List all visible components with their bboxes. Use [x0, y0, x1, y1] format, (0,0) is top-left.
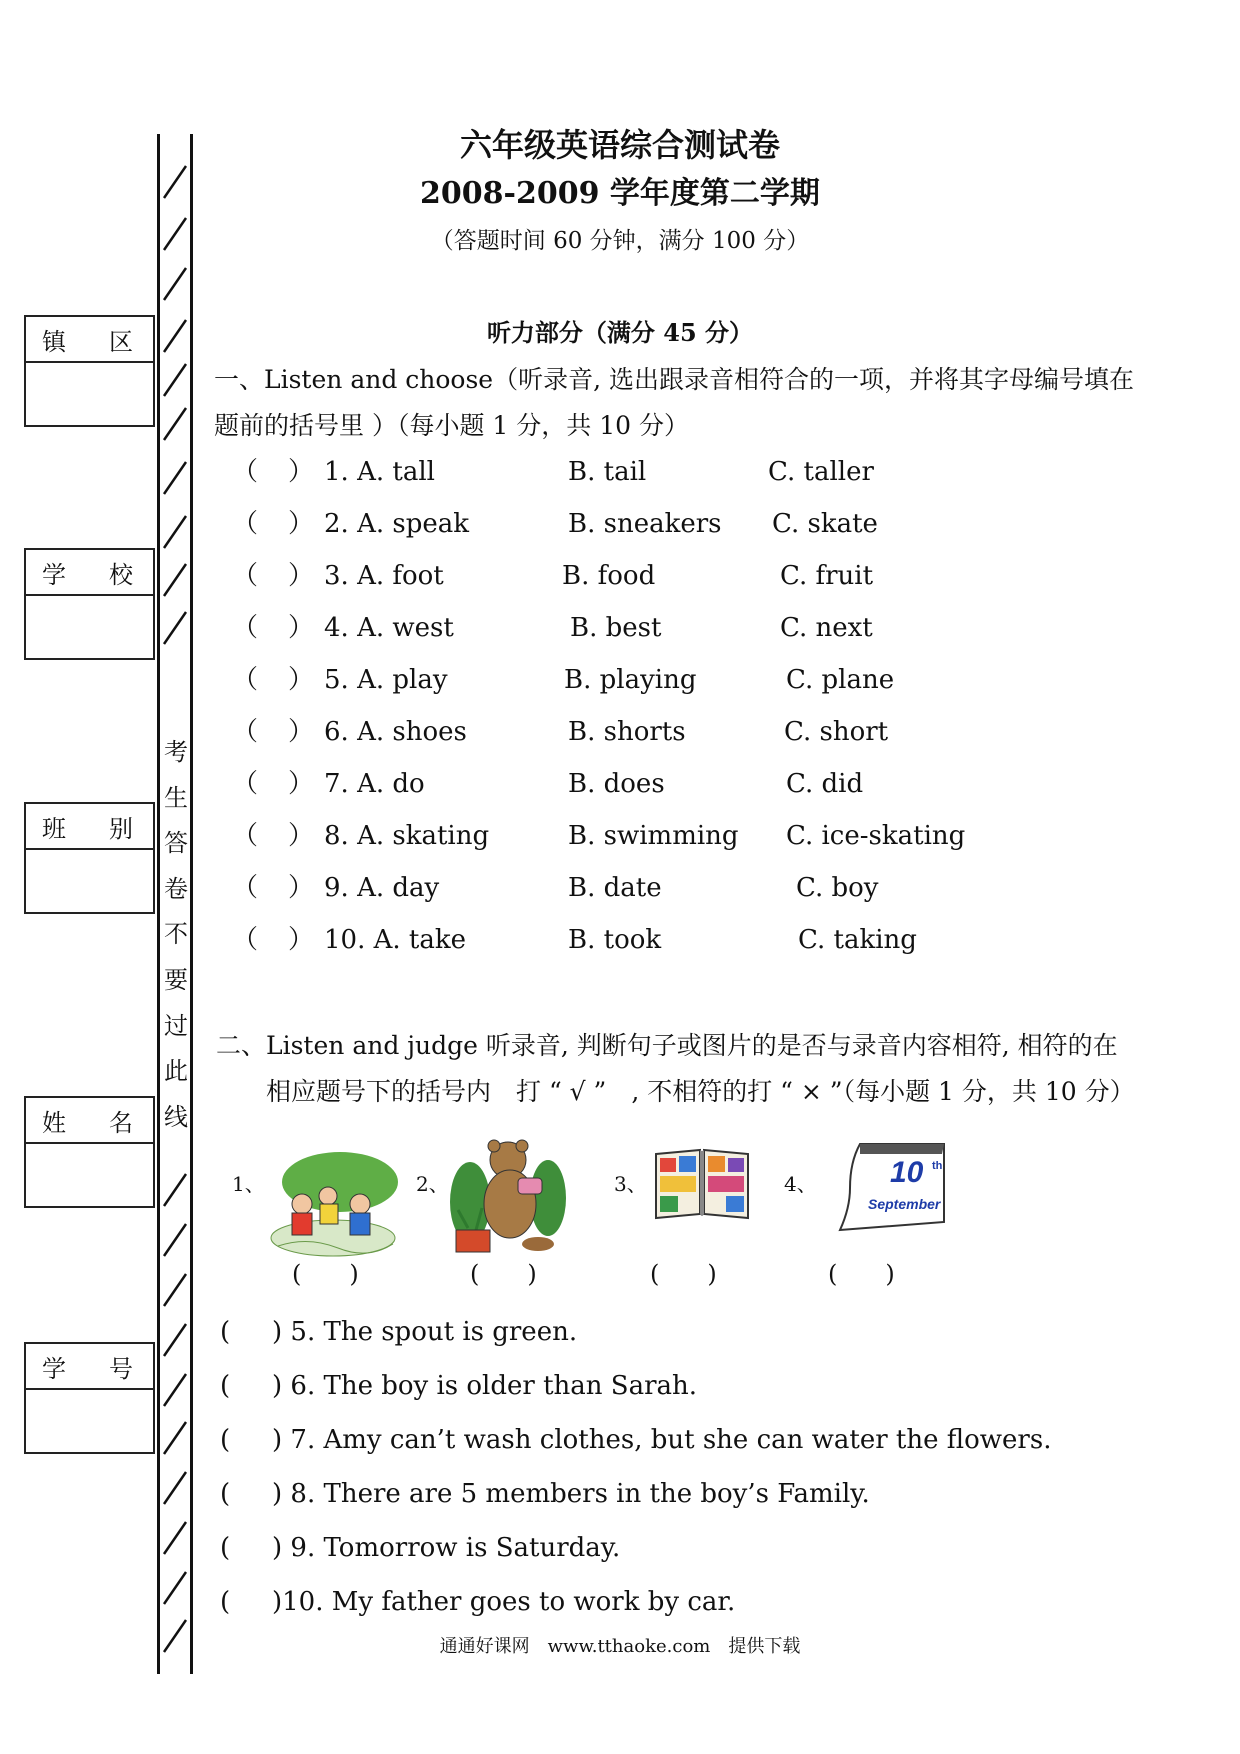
answer-bracket-close: ） [288, 821, 315, 851]
option-c: C. taller [768, 457, 874, 487]
answer-bracket-close: ） [288, 613, 315, 643]
answer-bracket-close: ） [288, 561, 315, 591]
option-b: B. food [562, 561, 656, 591]
option-a: 4. A. west [324, 613, 454, 643]
open-book-picture [652, 1146, 752, 1226]
option-b: B. shorts [568, 717, 686, 747]
option-c: C. did [786, 769, 864, 799]
list-item [0, 452, 1240, 492]
judge-sentence: ) 7. Amy can’t wash clothes, but she can water the flowers. [272, 1425, 1052, 1455]
info-value-field[interactable] [26, 1144, 153, 1206]
answer-bracket-close: ） [288, 925, 315, 955]
judge-sentence: )10. My father goes to work by car. [272, 1587, 736, 1617]
option-a: 5. A. play [324, 665, 448, 695]
info-label: 班 别 [26, 804, 153, 850]
option-b: B. does [568, 769, 665, 799]
picture-answer-blank[interactable]: ( ) [470, 1260, 537, 1288]
option-c: C. skate [772, 509, 878, 539]
children-playing-picture [268, 1146, 398, 1262]
page-subtitle: 2008-2009 学年度第二学期 [420, 176, 820, 211]
list-item [0, 920, 1240, 960]
bear-watering-flowers-picture [448, 1138, 568, 1260]
list-item [0, 764, 1240, 804]
answer-bracket-close: ） [288, 457, 315, 487]
option-a: 1. A. tall [324, 457, 435, 487]
option-c: C. plane [786, 665, 895, 695]
part2-instruction-cont: 相应题号下的括号内 打 “ √ ” , 不相符的打 “ × ”（每小题 1 分，共 10 分） [266, 1077, 1135, 1106]
info-label: 学 校 [26, 550, 153, 596]
footer-text: 通通好课网 www.tthaoke.com 提供下载 [439, 1636, 801, 1657]
list-item [0, 608, 1240, 648]
option-a: 8. A. skating [324, 821, 490, 851]
answer-bracket-open[interactable]: （ [232, 665, 259, 695]
option-a: 6. A. shoes [324, 717, 467, 747]
list-item [0, 556, 1240, 596]
judge-sentence: ) 9. Tomorrow is Saturday. [272, 1533, 621, 1563]
option-b: B. tail [568, 457, 647, 487]
picture-answer-blank[interactable]: ( ) [828, 1260, 895, 1288]
answer-bracket-open[interactable]: ( [220, 1425, 231, 1455]
option-c: C. fruit [780, 561, 874, 591]
list-item [0, 1528, 1240, 1568]
picture-label: 3、 [614, 1172, 647, 1196]
answer-bracket-close: ） [288, 509, 315, 539]
list-item [0, 1366, 1240, 1406]
answer-bracket-open[interactable]: （ [232, 613, 259, 643]
answer-bracket-open[interactable]: ( [220, 1533, 231, 1563]
option-b: B. swimming [568, 821, 739, 851]
option-a: 2. A. speak [324, 509, 470, 539]
answer-bracket-open[interactable]: （ [232, 717, 259, 747]
calendar-picture [836, 1138, 946, 1234]
judge-sentence: ) 5. The spout is green. [272, 1317, 578, 1347]
answer-bracket-open[interactable]: （ [232, 457, 259, 487]
answer-bracket-close: ） [288, 665, 315, 695]
part2-instruction: 二、Listen and judge 听录音, 判断句子或图片的是否与录音内容相符, 相符的在 [216, 1031, 1118, 1060]
time-note: （答题时间 60 分钟，满分 100 分） [430, 228, 810, 254]
option-a: 3. A. foot [324, 561, 444, 591]
info-label: 镇 区 [26, 317, 153, 363]
list-item [0, 1582, 1240, 1622]
picture-label: 1、 [232, 1172, 265, 1196]
info-box-name [24, 1096, 155, 1208]
list-item [0, 1312, 1240, 1352]
vertical-warning-text: 考 生 答 卷 不 要 过 此 线 [164, 738, 188, 1131]
info-label: 学 号 [26, 1344, 153, 1390]
answer-bracket-open[interactable]: ( [220, 1479, 231, 1509]
picture-answer-blank[interactable]: ( ) [292, 1260, 359, 1288]
option-a: 9. A. day [324, 873, 440, 903]
list-item [0, 660, 1240, 700]
calendar-sup: th [932, 1160, 943, 1172]
list-item [0, 868, 1240, 908]
option-c: C. next [780, 613, 873, 643]
calendar-month: September [868, 1196, 941, 1212]
list-item [0, 816, 1240, 856]
option-b: B. took [568, 925, 662, 955]
answer-bracket-open[interactable]: （ [232, 561, 259, 591]
answer-bracket-open[interactable]: ( [220, 1371, 231, 1401]
answer-bracket-open[interactable]: （ [232, 769, 259, 799]
answer-bracket-open[interactable]: ( [220, 1317, 231, 1347]
option-c: C. short [784, 717, 889, 747]
answer-bracket-open[interactable]: ( [220, 1587, 231, 1617]
answer-bracket-open[interactable]: （ [232, 821, 259, 851]
picture-label: 2、 [416, 1172, 449, 1196]
answer-bracket-close: ） [288, 873, 315, 903]
answer-bracket-open[interactable]: （ [232, 925, 259, 955]
option-b: B. best [570, 613, 662, 643]
answer-bracket-close: ） [288, 717, 315, 747]
option-b: B. sneakers [568, 509, 722, 539]
part1-instruction-cont: 题前的括号里 ）（每小题 1 分，共 10 分） [214, 411, 689, 440]
option-a: 7. A. do [324, 769, 425, 799]
option-c: C. boy [796, 873, 879, 903]
option-b: B. playing [564, 665, 697, 695]
info-label: 姓 名 [26, 1098, 153, 1144]
answer-bracket-close: ） [288, 769, 315, 799]
option-c: C. ice-skating [786, 821, 966, 851]
info-value-field[interactable] [26, 363, 153, 425]
option-a: 10. A. take [324, 925, 467, 955]
calendar-day: 10 [890, 1156, 924, 1189]
judge-sentence: ) 6. The boy is older than Sarah. [272, 1371, 698, 1401]
picture-answer-blank[interactable]: ( ) [650, 1260, 717, 1288]
part1-instruction: 一、Listen and choose（听录音, 选出跟录音相符合的一项，并将其字母编号填在 [214, 365, 1134, 394]
list-item [0, 1420, 1240, 1460]
answer-bracket-open[interactable]: （ [232, 509, 259, 539]
judge-sentence: ) 8. There are 5 members in the boy’s Family. [272, 1479, 870, 1509]
answer-bracket-open[interactable]: （ [232, 873, 259, 903]
option-c: C. taking [798, 925, 917, 955]
option-b: B. date [568, 873, 662, 903]
list-item [0, 712, 1240, 752]
picture-label: 4、 [784, 1172, 817, 1196]
list-item [0, 504, 1240, 544]
list-item [0, 1474, 1240, 1514]
section-heading: 听力部分（满分 45 分） [486, 318, 754, 347]
page-title: 六年级英语综合测试卷 [459, 126, 780, 164]
